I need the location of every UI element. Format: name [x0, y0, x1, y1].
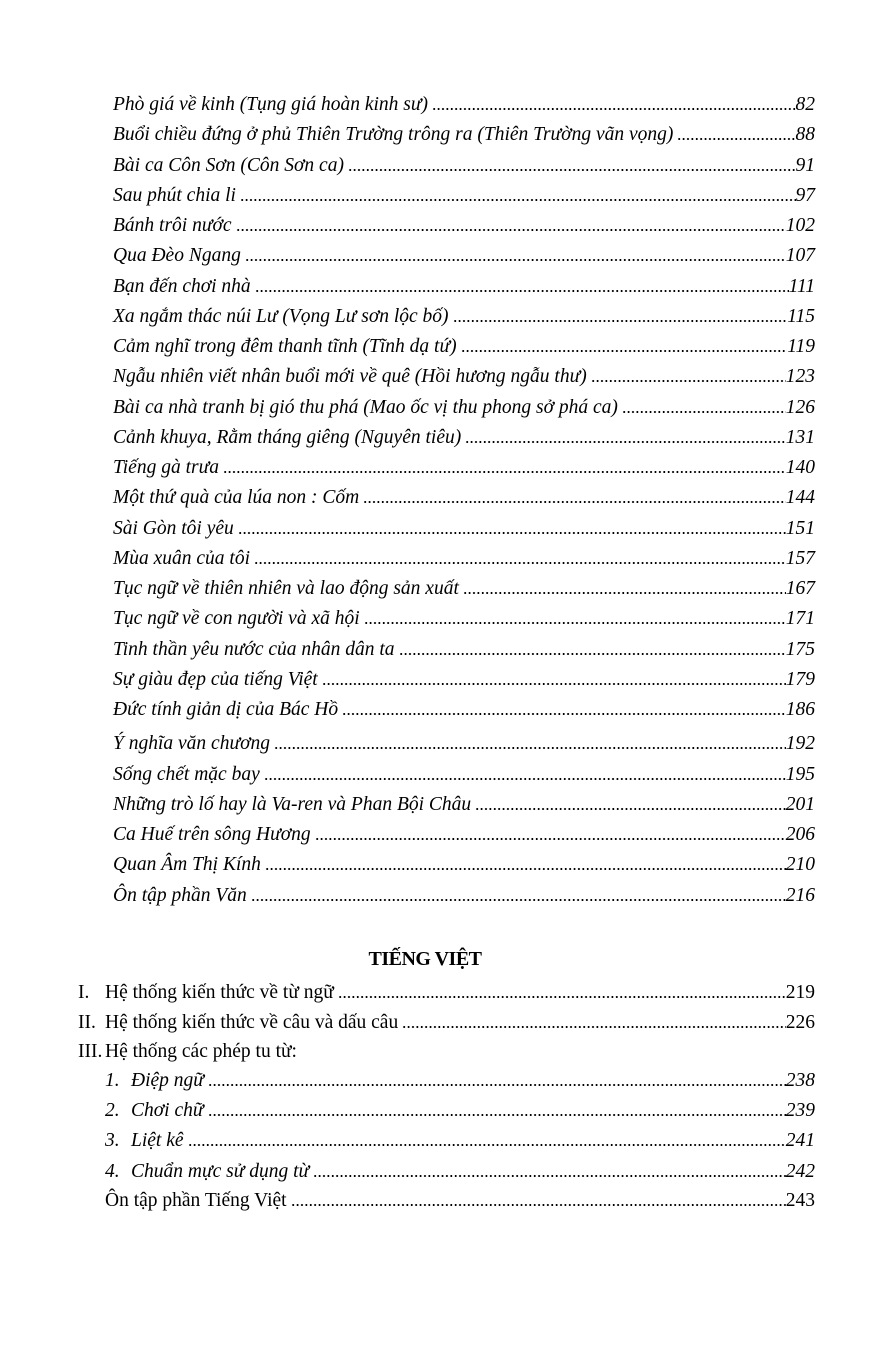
section-heading-tieng-viet: TIẾNG VIỆT — [368, 948, 482, 970]
dot-leader — [315, 836, 786, 842]
toc-entry[interactable] — [113, 731, 815, 757]
toc-subentry[interactable] — [105, 1068, 815, 1094]
entry-title: Quan Âm Thị Kính — [113, 854, 261, 876]
dot-leader — [322, 681, 786, 687]
entry-title: Tiếng gà trưa — [113, 457, 219, 478]
toc-entry[interactable] — [113, 546, 815, 572]
dot-leader — [432, 106, 795, 112]
toc-entry[interactable] — [113, 762, 815, 788]
toc-entry[interactable] — [113, 183, 815, 209]
toc-entry[interactable] — [113, 576, 815, 602]
page-number: 206 — [785, 824, 815, 845]
dot-leader — [338, 994, 786, 1000]
dot-leader — [453, 318, 788, 324]
toc-entry[interactable] — [113, 364, 815, 390]
page-number: 119 — [787, 336, 815, 357]
entry-title: Mùa xuân của tôi — [113, 547, 251, 569]
page-number: 171 — [785, 608, 815, 630]
dot-leader — [463, 590, 786, 596]
dot-leader — [622, 409, 786, 415]
entry-title: Hệ thống kiến thức về từ ngữ — [105, 982, 334, 1003]
dot-leader — [591, 378, 786, 384]
entry-title: Chuẩn mực sử dụng từ — [131, 1160, 310, 1182]
toc-entry[interactable] — [113, 637, 815, 663]
dot-leader — [475, 806, 786, 812]
toc-entry[interactable] — [113, 697, 815, 723]
toc-entry-roman[interactable] — [78, 1010, 815, 1036]
toc-entry-roman[interactable] — [78, 980, 815, 1006]
entry-title: Sài Gòn tôi yêu — [113, 517, 234, 539]
page-number: 195 — [785, 763, 815, 785]
toc-entry[interactable] — [113, 334, 815, 360]
dot-leader — [245, 257, 786, 263]
entry-title: Liệt kê — [131, 1130, 184, 1152]
dot-leader — [188, 1142, 786, 1148]
dot-leader — [240, 197, 796, 203]
entry-number: I. — [78, 982, 90, 1003]
entry-title: Qua Đèo Ngang — [113, 245, 241, 267]
toc-entry[interactable] — [113, 455, 815, 481]
toc-entry[interactable] — [113, 122, 815, 148]
toc-entry[interactable] — [113, 485, 815, 511]
toc-entry[interactable] — [113, 304, 815, 330]
toc-entry[interactable] — [113, 822, 815, 848]
page-number: 238 — [785, 1070, 815, 1091]
page-number: 91 — [795, 154, 815, 176]
entry-number: 3. — [105, 1130, 120, 1152]
entry-number: 1. — [105, 1070, 120, 1091]
toc-entry[interactable] — [113, 92, 815, 118]
dot-leader — [208, 1112, 786, 1118]
page-number: 111 — [788, 275, 815, 297]
entry-title: Sống chết mặc bay — [113, 763, 260, 785]
dot-leader — [342, 711, 786, 717]
page-number: 241 — [785, 1130, 815, 1152]
entry-title: Điệp ngữ — [131, 1070, 204, 1091]
page-number: 243 — [785, 1190, 815, 1211]
page-number: 140 — [785, 457, 815, 478]
dot-leader — [251, 897, 786, 903]
page-number: 115 — [787, 305, 815, 327]
toc-entry[interactable] — [113, 274, 815, 300]
page-number: 97 — [795, 184, 815, 206]
page-number: 226 — [785, 1011, 815, 1033]
dot-leader — [363, 499, 786, 505]
page-number: 167 — [785, 578, 815, 599]
page-number: 219 — [785, 982, 815, 1003]
page-number: 175 — [785, 638, 815, 660]
page-number: 210 — [785, 854, 815, 876]
dot-leader — [265, 866, 786, 872]
dot-leader — [208, 1082, 786, 1088]
dot-leader — [313, 1173, 786, 1179]
toc-entry-review[interactable] — [105, 1188, 815, 1214]
dot-leader — [274, 745, 786, 751]
page-number: 144 — [785, 487, 815, 509]
dot-leader — [238, 530, 786, 536]
toc-entry-roman[interactable] — [78, 1039, 815, 1065]
dot-leader — [364, 620, 786, 626]
dot-leader — [402, 1024, 786, 1030]
entry-title: Bánh trôi nước — [113, 215, 232, 236]
entry-title: Đức tính giản dị của Bác Hồ — [113, 699, 339, 720]
entry-title: Cảnh khuya, Rằm tháng giêng (Nguyên tiêu) — [113, 426, 462, 448]
entry-title: Hệ thống kiến thức về câu và dấu câu — [105, 1011, 399, 1033]
entry-number: II. — [78, 1011, 96, 1033]
page-number: 242 — [785, 1160, 815, 1182]
entry-title: Ca Huế trên sông Hương — [113, 824, 311, 845]
entry-number: 4. — [105, 1160, 120, 1182]
toc-entry[interactable] — [113, 243, 815, 269]
toc-entry[interactable] — [113, 606, 815, 632]
page-number: 82 — [795, 94, 815, 115]
dot-leader — [236, 227, 786, 233]
toc-entry[interactable] — [113, 153, 815, 179]
dot-leader — [348, 167, 796, 173]
dot-leader — [255, 288, 789, 294]
page-number: 201 — [785, 793, 815, 815]
page-number: 107 — [785, 245, 815, 267]
page-number: 179 — [785, 668, 815, 690]
dot-leader — [465, 439, 786, 445]
page-number: 131 — [785, 426, 815, 448]
page-number: 216 — [785, 884, 815, 906]
toc-entry[interactable] — [113, 395, 815, 421]
entry-title: Ngẫu nhiên viết nhân buổi mới về quê (Hồi hương ngẫu thư) — [113, 366, 587, 388]
page-number: 151 — [785, 517, 815, 539]
page-number: 239 — [785, 1100, 815, 1122]
entry-title: Ôn tập phần Tiếng Việt — [105, 1190, 287, 1211]
toc-subentry[interactable] — [105, 1128, 815, 1154]
page-number: 126 — [785, 396, 815, 418]
dot-leader — [399, 651, 786, 657]
page-number: 192 — [785, 733, 815, 755]
entry-title: Ý nghĩa văn chương — [113, 733, 270, 755]
entry-number: 2. — [105, 1100, 120, 1122]
entry-title: Tinh thần yêu nước của nhân dân ta — [113, 638, 395, 660]
entry-title: Xa ngắm thác núi Lư (Vọng Lư sơn lộc bố) — [113, 305, 449, 327]
page-number: 123 — [785, 366, 815, 388]
toc-entry[interactable] — [113, 792, 815, 818]
dot-leader — [264, 776, 786, 782]
page-number: 157 — [785, 547, 815, 569]
toc-entry[interactable] — [113, 516, 815, 542]
entry-title: Tục ngữ về con người và xã hội — [113, 608, 360, 630]
entry-number: III. — [78, 1041, 103, 1062]
toc-subentry[interactable] — [105, 1159, 815, 1185]
entry-title: Bài ca Côn Sơn (Côn Sơn ca) — [113, 154, 344, 176]
toc-entry[interactable] — [113, 213, 815, 239]
entry-title: Sau phút chia li — [113, 184, 236, 206]
entry-title: Ôn tập phần Văn — [113, 884, 247, 906]
dot-leader — [223, 469, 786, 475]
dot-leader — [254, 560, 786, 566]
toc-subentry[interactable] — [105, 1098, 815, 1124]
entry-title: Bài ca nhà tranh bị gió thu phá (Mao ốc vị thu phong sở phá ca) — [113, 396, 618, 418]
entry-title: Sự giàu đẹp của tiếng Việt — [113, 668, 318, 690]
toc-entry[interactable] — [113, 852, 815, 878]
entry-title: Một thứ quà của lúa non : Cốm — [113, 487, 360, 509]
toc-entry[interactable] — [113, 667, 815, 693]
entry-title: Buổi chiều đứng ở phủ Thiên Trường trông ra (Thiên Trường vãn vọng) — [113, 124, 674, 146]
dot-leader — [677, 136, 795, 142]
entry-title: Bạn đến chơi nhà — [113, 275, 251, 297]
toc-entry[interactable] — [113, 425, 815, 451]
entry-title: Cảm nghĩ trong đêm thanh tĩnh (Tĩnh dạ tứ) — [113, 336, 457, 357]
entry-title: Những trò lố hay là Va-ren và Phan Bội Châu — [113, 793, 472, 815]
dot-leader — [291, 1202, 786, 1208]
toc-entry[interactable] — [113, 883, 815, 909]
page-number: 102 — [785, 215, 815, 236]
page-number: 88 — [795, 124, 815, 146]
entry-title: Phò giá về kinh (Tụng giá hoàn kinh sư) — [113, 94, 429, 115]
entry-title: Tục ngữ về thiên nhiên và lao động sản xuất — [113, 578, 459, 599]
page-number: 186 — [785, 699, 815, 720]
entry-title: Chơi chữ — [131, 1100, 204, 1122]
entry-title: Hệ thống các phép tu từ: — [105, 1041, 297, 1062]
dot-leader — [461, 348, 788, 354]
